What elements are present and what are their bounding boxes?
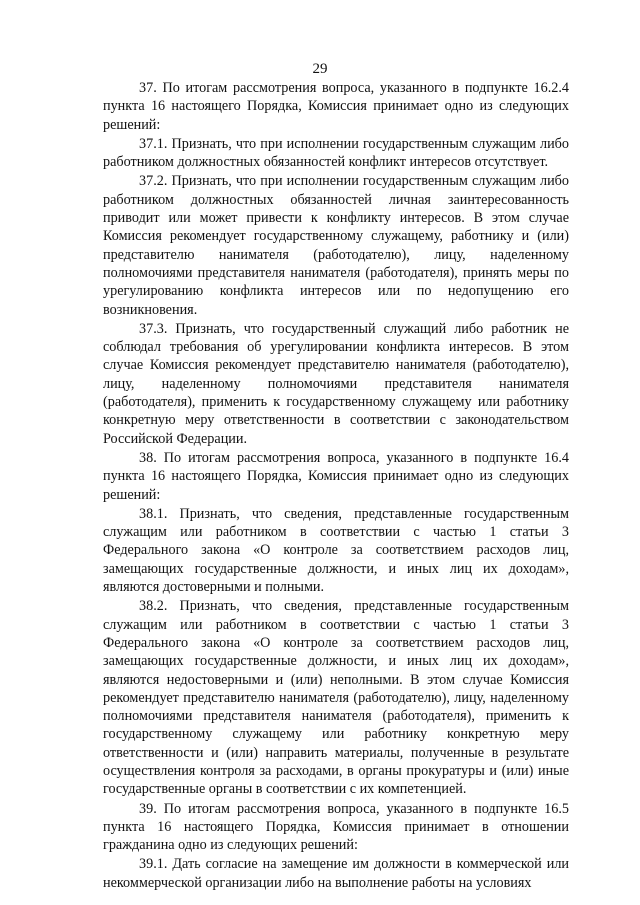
document-body — [103, 79, 569, 893]
paragraph-38: 38. По итогам рассмотрения вопроса, указанного в подпункте 16.4 пункта 16 настоящего Порядка, Комиссия принимает одно из следующих решений: — [103, 449, 569, 503]
paragraph-37-3: 37.3. Признать, что государственный служащий либо работник не соблюдал требования об урегулировании конфликта интересов. В этом случае Комиссия рекомендует представителю нанимателя (работодателю), лицу, наделенному полномочиями представителя нанимателя (работодателя), применить к государственному служащему или работнику конкретную меру ответственности в соответствии с законодательством Российской Федерации. — [103, 320, 569, 447]
paragraph-37-2: 37.2. Признать, что при исполнении государственным служащим либо работником должностных обязанностей личная заинтересованность приводит или может привести к конфликту интересов. В этом случае Комиссия рекомендует государственному служащему, работнику и (или) представителю нанимателя (работодателю), лицу, наделенному полномочиями представителя нанимателя (работодателя), принять меры по урегулированию конфликта интересов или по недопущению его возникновения. — [103, 173, 569, 318]
paragraph-37: 37. По итогам рассмотрения вопроса, указанного в подпункте 16.2.4 пункта 16 настоящего Порядка, Комиссия принимает одно из следующих решений: — [103, 80, 569, 133]
paragraph-37-1: 37.1. Признать, что при исполнении государственным служащим либо работником должностных обязанностей конфликт интересов отсутствует. — [103, 135, 569, 171]
paragraph-39-1: 39.1. Дать согласие на замещение им должности в коммерческой или некоммерческой организации либо на выполнение работы на условиях — [103, 856, 569, 891]
paragraph-38-1: 38.1. Признать, что сведения, представленные государственным служащим или работником в соответствии с частью 1 статьи 3 Федерального закона «О контроле за соответствием расходов лиц, замещающих государственные должности, и иных лиц их доходам», являются достоверными и полными. — [103, 505, 569, 596]
page-number: 29 — [312, 61, 328, 77]
paragraph-38-2: 38.2. Признать, что сведения, представленные государственным служащим или работником в соответствии с частью 1 статьи 3 Федерального закона «О контроле за соответствием расходов лиц, замещающих государственные должности, и иных лиц их доходам», являются недостоверными и (или) неполными. В этом случае Комиссия рекомендует представителю нанимателя (работодателю), лицу, наделенному полномочиями представителя нанимателя (работодателя), применить к государственному служащему или работнику конкретную меру ответственности и (или) направить материалы, полученные в результате осуществления контроля за расходами, в органы прокуратуры и (или) иные государственные органы в соответствии с их компетенцией. — [103, 598, 569, 798]
paragraph-39: 39. По итогам рассмотрения вопроса, указанного в подпункте 16.5 пункта 16 настоящего Порядка, Комиссия принимает в отношении гражданина одно из следующих решений: — [103, 800, 569, 854]
